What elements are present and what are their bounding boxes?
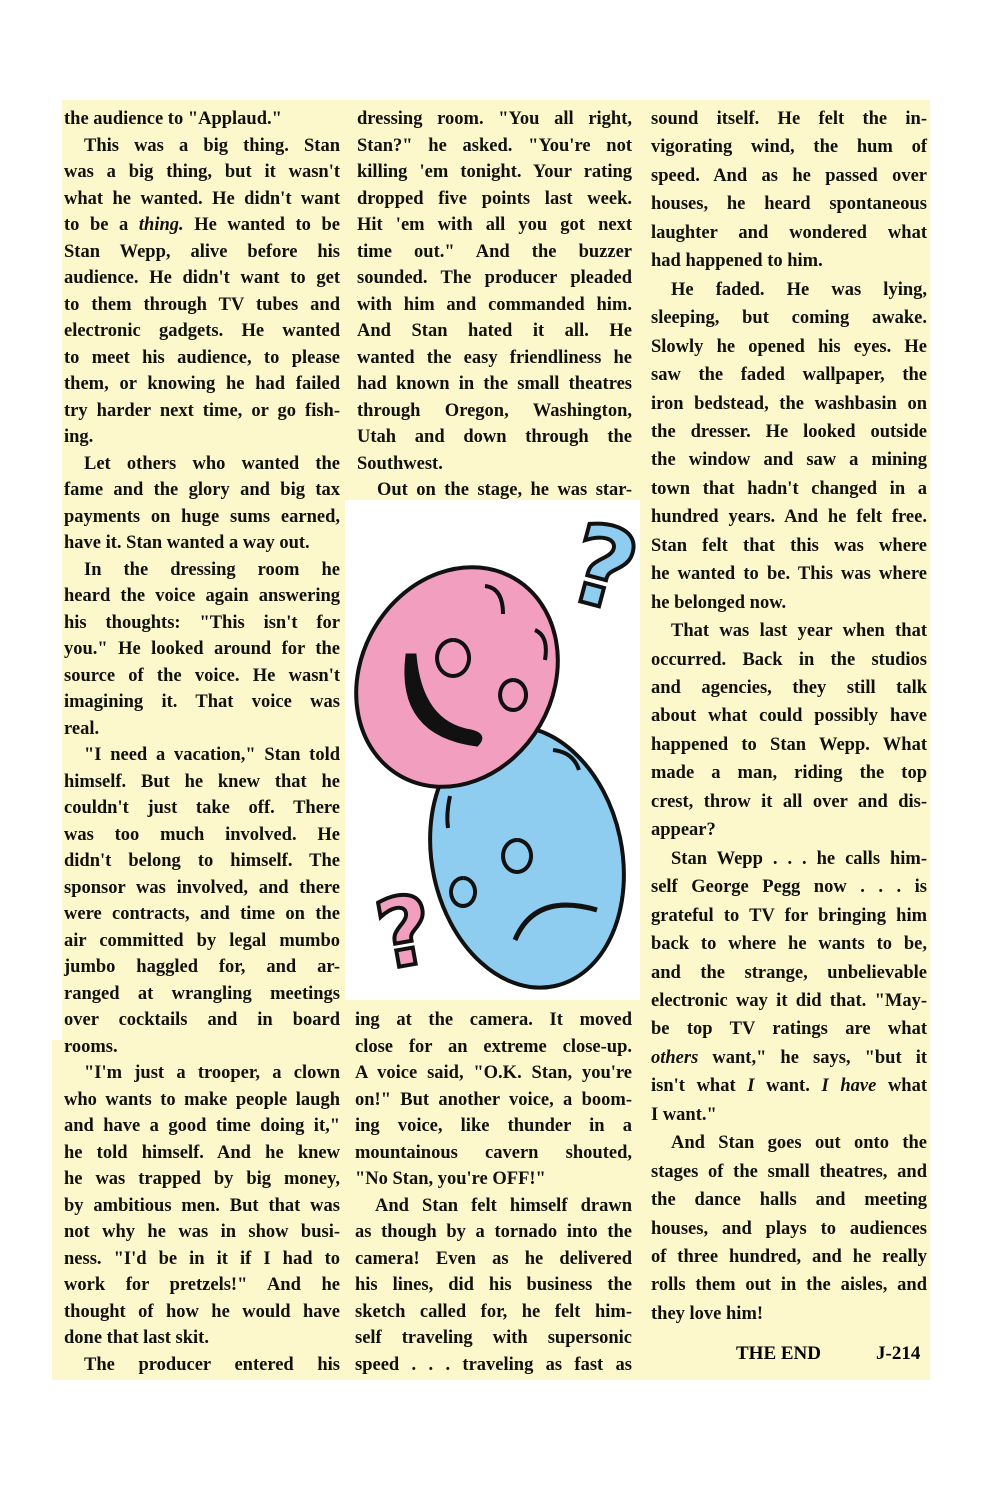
text-line: killing 'em tonight. Your rating	[357, 162, 632, 182]
text-line: the dance halls and meeting	[651, 1190, 927, 1211]
text-line: dropped five points last week.	[357, 188, 632, 209]
text-line: self George Pegg now . . . is	[651, 877, 927, 898]
text-line: Stan?" he asked. "You're not	[357, 135, 632, 156]
text-line: heard the voice again answering	[64, 586, 340, 606]
text-line: they love him!	[651, 1303, 764, 1324]
text-line: through Oregon, Washington,	[357, 400, 632, 421]
text-line: And Stan felt himself drawn	[375, 1195, 632, 1216]
text-line: ness. "I'd be in it if I had to	[64, 1248, 340, 1269]
text-line: Stan Wepp . . . he calls him-	[671, 848, 927, 869]
text-line: self traveling with supersonic	[355, 1328, 632, 1348]
text-line: town that hadn't changed in a	[651, 478, 927, 499]
text-line: speed. And as he passed over	[651, 165, 927, 186]
text-line: And Stan goes out onto the	[671, 1133, 927, 1154]
text-line: them, or knowing he had failed	[64, 374, 340, 394]
text-line: ing at the camera. It moved	[355, 1010, 632, 1030]
text-line: work for pretzels!" And he	[64, 1275, 340, 1295]
text-line: Let others who wanted the	[84, 453, 340, 474]
blue-question-mark-icon	[556, 498, 651, 638]
text-line: isn't what I want. I have what	[651, 1076, 928, 1097]
text-line: jumbo haggled for, and ar-	[64, 957, 340, 977]
text-line: close for an extreme close-up.	[355, 1036, 632, 1057]
text-line: imagining it. That voice was	[64, 692, 340, 712]
text-line: and have a good time doing it,"	[64, 1116, 340, 1136]
text-line: on!" But another voice, a boom-	[355, 1089, 632, 1110]
svg-text:?: ?	[555, 497, 651, 639]
text-line: as though by a tornado into the	[355, 1222, 632, 1242]
text-line: ing.	[64, 427, 94, 447]
text-line: thought of how he would have	[64, 1301, 340, 1322]
comedy-tragedy-masks-illustration	[345, 497, 651, 1000]
text-line: houses, and plays to audiences	[651, 1218, 927, 1239]
text-line: try harder next time, or go fish-	[64, 400, 340, 421]
text-line: and agencies, they still talk	[651, 678, 927, 698]
text-line: be top TV ratings are what	[651, 1019, 927, 1040]
text-line: to be a thing. He wanted to be	[64, 215, 340, 235]
text-line: to meet his audience, to please	[64, 347, 340, 368]
text-line: sounded. The producer pleaded	[357, 268, 632, 288]
text-line: rooms.	[64, 1036, 118, 1057]
text-line: had happened to him.	[651, 251, 823, 272]
text-line: was a big thing, but it wasn't	[64, 162, 340, 182]
page-code: J-214	[876, 1343, 921, 1364]
text-line: crest, throw it all over and dis-	[651, 791, 927, 812]
text-line: fame and the glory and big tax	[64, 480, 340, 500]
text-line: source of the voice. He wasn't	[64, 665, 340, 686]
text-line: done that last skit.	[64, 1328, 209, 1348]
text-line: Utah and down through the	[357, 427, 632, 447]
pink-question-mark-icon	[368, 874, 441, 992]
text-line: In the dressing room he	[84, 559, 340, 580]
text-line: That was last year when that	[671, 621, 927, 642]
text-line: he was trapped by big money,	[64, 1169, 340, 1189]
text-line: sleeping, but coming awake.	[651, 308, 927, 329]
text-line: grateful to TV for bringing him	[651, 905, 927, 926]
text-line: "No Stan, you're OFF!"	[355, 1169, 546, 1189]
text-line: happened to Stan Wepp. What	[651, 734, 927, 755]
text-line: his lines, did his business the	[355, 1275, 632, 1295]
text-line: camera! Even as he delivered	[355, 1248, 632, 1269]
text-line: The producer entered his	[84, 1354, 340, 1375]
text-line: Slowly he opened his eyes. He	[651, 336, 927, 357]
text-line: sketch called for, he felt him-	[355, 1301, 632, 1322]
text-line: himself. But he knew that he	[64, 771, 340, 792]
text-line: He faded. He was lying,	[671, 279, 927, 300]
text-line: payments on huge sums earned,	[64, 506, 340, 527]
text-line: wanted the easy friendliness he	[357, 347, 632, 368]
text-line: audience. He didn't want to get	[64, 268, 340, 288]
text-line: A voice said, "O.K. Stan, you're	[355, 1063, 632, 1083]
text-line: dressing room. "You all right,	[357, 109, 632, 129]
text-line: saw the faded wallpaper, the	[651, 365, 927, 386]
text-line: over cocktails and in board	[64, 1010, 340, 1030]
text-line: not why he was in show busi-	[64, 1222, 340, 1242]
text-line: what he wanted. He didn't want	[64, 188, 340, 209]
text-line: back to where he wants to be,	[651, 934, 927, 955]
text-line: This was a big thing. Stan	[84, 135, 340, 156]
text-line: the dresser. He looked outside	[651, 421, 927, 442]
text-line: were contracts, and time on the	[64, 904, 340, 924]
text-line: electronic way it did that. "May-	[651, 990, 927, 1011]
text-line: by ambitious men. But that was	[64, 1195, 340, 1216]
text-line: stages of the small theatres, and	[651, 1161, 927, 1182]
text-line: have it. Stan wanted a way out.	[64, 533, 310, 553]
text-line: the window and saw a mining	[651, 450, 927, 471]
text-line: had known in the small theatres	[357, 374, 632, 394]
text-line: others want," he says, "but it	[651, 1047, 927, 1068]
text-line: sound itself. He felt the in-	[651, 109, 927, 129]
text-line: Out on the stage, he was star-	[377, 480, 632, 500]
text-line: appear?	[651, 820, 716, 841]
text-line: houses, he heard spontaneous	[651, 194, 927, 215]
text-line: ranged at wrangling meetings	[64, 983, 340, 1004]
text-line: occurred. Back in the studios	[651, 649, 927, 670]
text-line: was too much involved. He	[64, 824, 340, 845]
text-line: about what could possibly have	[651, 706, 927, 727]
text-line: to them through TV tubes and	[64, 294, 340, 315]
text-line: speed . . . traveling as fast as	[355, 1354, 632, 1375]
text-line: who wants to make people laugh	[64, 1089, 340, 1110]
text-line: his thoughts: "This isn't for	[64, 612, 340, 633]
text-line: he wanted to be. This was where	[651, 564, 927, 585]
svg-text:?: ?	[368, 874, 442, 993]
text-line: Stan Wepp, alive before his	[64, 241, 340, 262]
text-line: Hit 'em with all you got next	[357, 215, 632, 235]
text-line: made a man, riding the top	[651, 763, 927, 784]
text-line: rolls them out in the aisles, and	[651, 1275, 927, 1296]
text-line: Southwest.	[357, 453, 443, 474]
text-line: real.	[64, 718, 100, 739]
text-line: didn't belong to himself. The	[64, 851, 340, 871]
text-line: And Stan hated it all. He	[357, 321, 632, 341]
text-line: he told himself. And he knew	[64, 1142, 340, 1163]
text-line: he belonged now.	[651, 592, 787, 613]
text-line: Stan felt that this was where	[651, 535, 927, 556]
text-line: time out." And the buzzer	[357, 241, 632, 262]
text-line: mountainous cavern shouted,	[355, 1142, 632, 1163]
text-line: iron bedstead, the washbasin on	[651, 393, 927, 414]
text-line: vigorating wind, the hum of	[651, 137, 927, 158]
text-line: the audience to "Applaud."	[64, 109, 282, 129]
text-line: and the strange, unbelievable	[651, 962, 927, 983]
text-line: I want."	[651, 1104, 717, 1125]
text-line: sponsor was involved, and there	[64, 877, 340, 898]
text-line: couldn't just take off. There	[64, 798, 340, 818]
text-line: hundred years. And he felt free.	[651, 507, 927, 528]
text-line: "I'm just a trooper, a clown	[84, 1063, 340, 1083]
text-line: "I need a vacation," Stan told	[84, 745, 340, 765]
text-line: air committed by legal mumbo	[64, 930, 340, 951]
the-end-label: THE END	[736, 1343, 821, 1364]
text-line: laughter and wondered what	[651, 222, 927, 243]
text-line: electronic gadgets. He wanted	[64, 321, 340, 341]
text-line: of three hundred, and he really	[651, 1247, 927, 1267]
text-line: ing voice, like thunder in a	[355, 1116, 632, 1136]
text-line: you." He looked around for the	[64, 639, 340, 659]
text-line: with him and commanded him.	[357, 294, 632, 315]
